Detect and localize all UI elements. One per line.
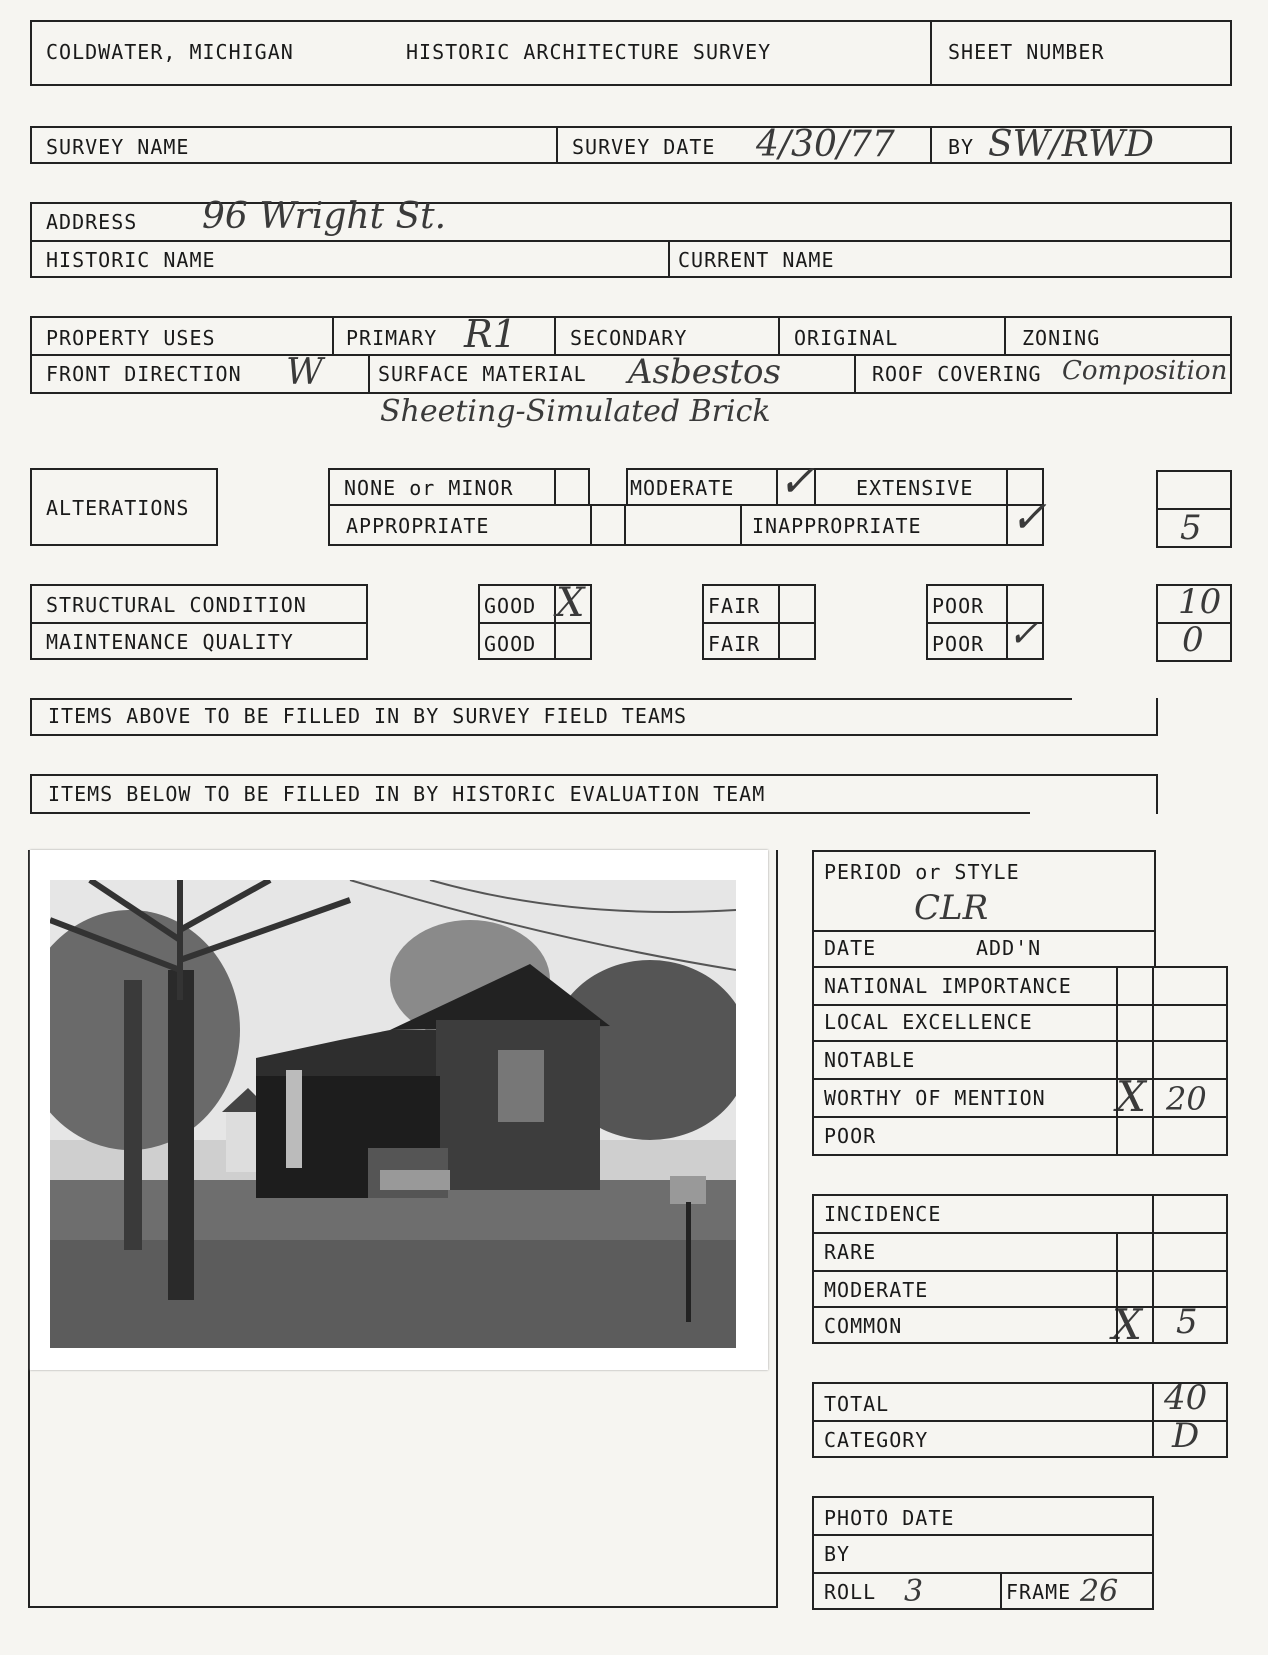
condition-label-box (30, 584, 368, 660)
roll-label: ROLL (824, 1580, 877, 1604)
incidence-label: INCIDENCE (824, 1202, 942, 1226)
house-photo-image (50, 880, 736, 1348)
survey-name-label: SURVEY NAME (46, 135, 190, 159)
roll-value: 3 (904, 1574, 924, 1609)
zoning-label: ZONING (1022, 326, 1101, 350)
primary-label: PRIMARY (346, 326, 438, 350)
frame-value: 26 (1080, 1574, 1119, 1609)
address-box (30, 196, 1232, 278)
period-box (812, 850, 1156, 968)
common-label: COMMON (824, 1314, 903, 1338)
survey-row (30, 126, 1232, 164)
current-name-label: CURRENT NAME (678, 248, 835, 272)
period-label: PERIOD or STYLE (824, 860, 1020, 884)
front-direction-label: FRONT DIRECTION (46, 362, 242, 386)
surface-material-value: Asbestos (628, 352, 781, 392)
condition-poor (926, 584, 1044, 660)
common-mark: X (1112, 1300, 1142, 1349)
condition-good (478, 580, 592, 660)
structural-good-label: GOOD (484, 594, 537, 618)
importance-table (812, 966, 1228, 1156)
worthy-mark: X (1116, 1072, 1146, 1121)
worthy-of-mention-label: WORTHY OF MENTION (824, 1086, 1046, 1110)
period-value: CLR (914, 888, 989, 928)
roof-covering-value: Composition (1062, 356, 1228, 386)
alterations-score-box (1156, 470, 1232, 548)
alt-inappropriate: INAPPROPRIATE (752, 514, 922, 538)
note-above: ITEMS ABOVE TO BE FILLED IN BY SURVEY FIELD TEAMS (48, 704, 688, 728)
alt-appropriate: APPROPRIATE (346, 514, 490, 538)
alterations-options (328, 456, 1047, 546)
photo-date-label: PHOTO DATE (824, 1506, 955, 1530)
total-label: TOTAL (824, 1392, 890, 1416)
house-photo (30, 850, 768, 1370)
alterations-score: 5 (1180, 508, 1202, 548)
national-importance-label: NATIONAL IMPORTANCE (824, 974, 1072, 998)
primary-value: R1 (464, 312, 517, 356)
alterations-label: ALTERATIONS (46, 496, 190, 520)
totals-table (812, 1378, 1228, 1458)
local-excellence-label: LOCAL EXCELLENCE (824, 1010, 1033, 1034)
structural-good-mark: X (556, 580, 585, 626)
category-label: CATEGORY (824, 1428, 929, 1452)
alt-none-minor: NONE or MINOR (344, 476, 514, 500)
total-value: 40 (1164, 1378, 1208, 1418)
original-label: ORIGINAL (794, 326, 899, 350)
alt-extensive: EXTENSIVE (856, 476, 974, 500)
alt-moderate: MODERATE (630, 476, 735, 500)
property-uses-label: PROPERTY USES (46, 326, 216, 350)
header-title: HISTORIC ARCHITECTURE SURVEY (406, 40, 772, 64)
note-below: ITEMS BELOW TO BE FILLED IN BY HISTORIC EVALUATION TEAM (48, 782, 766, 806)
addn-label: ADD'N (976, 936, 1042, 960)
maintenance-good-label: GOOD (484, 632, 537, 656)
structural-condition-label: STRUCTURAL CONDITION (46, 593, 307, 617)
maintenance-quality-label: MAINTENANCE QUALITY (46, 630, 294, 654)
maintenance-poor-check: ✓ (1008, 614, 1039, 655)
survey-by-value: SW/RWD (988, 124, 1154, 165)
category-value: D (1172, 1416, 1200, 1456)
rare-label: RARE (824, 1240, 877, 1264)
condition-fair (702, 584, 816, 660)
note-above-box (30, 698, 1158, 736)
poor-label: POOR (824, 1124, 877, 1148)
front-direction-value: W (286, 352, 324, 393)
header-box (30, 20, 1232, 86)
notable-label: NOTABLE (824, 1048, 916, 1072)
frame-label: FRAME (1006, 1580, 1072, 1604)
roof-covering-label: ROOF COVERING (872, 362, 1042, 386)
address-label: ADDRESS (46, 210, 138, 234)
maintenance-fair-label: FAIR (708, 632, 761, 656)
photo-info-table (812, 1496, 1154, 1610)
property-box (30, 312, 1232, 394)
alterations-label-box (30, 468, 218, 546)
historic-name-label: HISTORIC NAME (46, 248, 216, 272)
date-label: DATE (824, 936, 877, 960)
surface-material-label: SURFACE MATERIAL (378, 362, 587, 386)
structural-score: 10 (1178, 582, 1222, 622)
structural-fair-label: FAIR (708, 594, 761, 618)
note-below-box (30, 774, 1158, 814)
survey-date-value: 4/30/77 (756, 124, 895, 165)
condition-score-box (1156, 584, 1232, 662)
secondary-label: SECONDARY (570, 326, 688, 350)
maintenance-poor-label: POOR (932, 632, 985, 656)
photo-by-label: BY (824, 1542, 851, 1566)
sheet-number-label: SHEET NUMBER (948, 40, 1105, 64)
survey-date-label: SURVEY DATE (572, 135, 716, 159)
common-score: 5 (1176, 1302, 1198, 1342)
surface-material-value-line2: Sheeting-Simulated Brick (380, 394, 771, 429)
header-city: COLDWATER, MICHIGAN (46, 40, 294, 64)
alt-inappropriate-check: ✓ (1010, 492, 1047, 543)
incidence-table (812, 1194, 1228, 1349)
worthy-score: 20 (1166, 1080, 1207, 1118)
alt-moderate-check: ✓ (778, 456, 815, 507)
maintenance-score: 0 (1182, 620, 1204, 660)
moderate-label: MODERATE (824, 1278, 929, 1302)
address-value: 96 Wright St. (202, 196, 447, 237)
structural-poor-label: POOR (932, 594, 985, 618)
survey-by-label: BY (948, 135, 975, 159)
